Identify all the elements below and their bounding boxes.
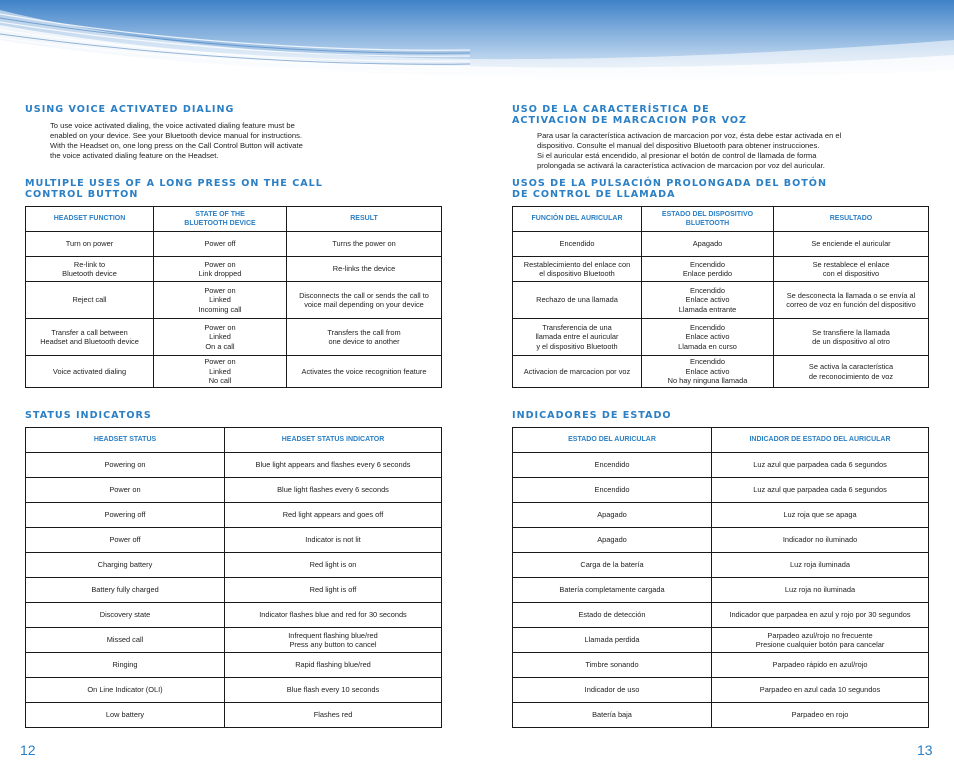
voice-dialing-heading xyxy=(512,104,747,126)
table-cell xyxy=(513,578,712,603)
table-cell xyxy=(712,653,929,678)
table-header-row xyxy=(26,428,442,453)
cell-text: Power on xyxy=(204,357,236,367)
table-cell xyxy=(26,628,225,653)
cell-text: Re-links the device xyxy=(332,264,396,274)
cell-text: Re-link to xyxy=(73,259,106,269)
cell-text: Missed call xyxy=(106,635,144,645)
cell-text: Voice activated dialing xyxy=(52,366,127,376)
long-press-heading xyxy=(25,178,323,200)
cell-text: Red light is on xyxy=(309,560,357,570)
cell-text: voice mail depending on your device xyxy=(304,300,424,309)
cell-text: Ringing xyxy=(112,660,138,670)
cell-text: Batería completamente cargada xyxy=(559,585,665,595)
paragraph-line: dispositivo. Consulte el manual del dispositivo Bluetooth para obtener instrucciones. xyxy=(537,141,820,150)
table-row xyxy=(26,603,442,628)
cell-text: No call xyxy=(208,376,232,386)
cell-text: ESTADO DEL DISPOSITIVO xyxy=(661,210,754,218)
table-row xyxy=(26,319,442,356)
table-cell xyxy=(712,603,929,628)
table-cell xyxy=(287,282,442,319)
table-cell xyxy=(225,628,442,653)
cell-text: Transfers the call from xyxy=(327,327,401,337)
cell-text: correo de voz en función del dispositivo xyxy=(786,300,916,309)
table-cell xyxy=(513,257,642,282)
table-cell xyxy=(26,603,225,628)
cell-text: Se activa la característica xyxy=(808,362,894,372)
table-cell xyxy=(712,578,929,603)
table-cell xyxy=(154,232,287,257)
table-cell xyxy=(26,319,154,356)
cell-text: Blue flash every 10 seconds xyxy=(286,685,380,695)
table-cell xyxy=(712,553,929,578)
table-cell xyxy=(154,257,287,282)
table-cell xyxy=(26,503,225,528)
cell-text: Bluetooth device xyxy=(62,269,117,278)
cell-text: Timbre sonando xyxy=(585,660,639,670)
table-cell xyxy=(287,356,442,388)
cell-text: Encendido xyxy=(559,239,595,249)
cell-text: Activates the voice recognition feature xyxy=(301,366,427,376)
page-number: 13 xyxy=(917,742,933,758)
cell-text: Estado de detección xyxy=(578,610,646,620)
table-cell xyxy=(225,528,442,553)
cell-text: Transfer a call between xyxy=(51,327,128,337)
heading-line: USOS DE LA PULSACIÓN PROLONGADA DEL BOTÓN xyxy=(512,178,827,189)
paragraph-line: With the Headset on, one long press on the Call Control Button will activate xyxy=(50,141,303,150)
table-cell xyxy=(712,703,929,728)
table-cell xyxy=(225,678,442,703)
cell-text: Apagado xyxy=(692,239,723,249)
cell-text: Se enciende el auricular xyxy=(811,239,891,249)
cell-text: con el dispositivo xyxy=(822,269,880,278)
paragraph-line: enabled on your device. See your Bluetooth device manual for instructions. xyxy=(50,131,303,140)
cell-text: llamada entre el auricular xyxy=(535,332,619,342)
paragraph-line: the voice activated dialing feature on the Headset. xyxy=(50,151,219,160)
cell-text: Batería baja xyxy=(592,710,632,720)
cell-text: Turn on power xyxy=(65,239,114,249)
cell-text: Luz azul que parpadea cada 6 segundos xyxy=(753,485,887,495)
table-row xyxy=(513,453,929,478)
cell-text: Power off xyxy=(204,239,236,249)
table-header-row xyxy=(513,207,929,232)
column-header xyxy=(26,207,154,232)
status-indicators-heading: INDICADORES DE ESTADO xyxy=(512,410,672,421)
table-row xyxy=(513,653,929,678)
table-cell xyxy=(287,319,442,356)
cell-text: Luz roja no iluminada xyxy=(784,585,856,595)
table-header-row xyxy=(513,428,929,453)
table-cell xyxy=(513,628,712,653)
cell-text: Indicador de uso xyxy=(584,685,640,695)
cell-text: On Line Indicator (OLI) xyxy=(87,685,163,695)
cell-text: RESULTADO xyxy=(829,215,873,223)
cell-text: Flashes red xyxy=(313,710,353,720)
voice-dialing-heading: USING VOICE ACTIVATED DIALING xyxy=(25,104,235,115)
cell-text: Power on xyxy=(109,485,141,495)
status-table xyxy=(25,427,442,728)
table-row xyxy=(513,257,929,282)
cell-text: Low battery xyxy=(105,710,145,720)
table-row xyxy=(513,528,929,553)
cell-text: Parpadeo en rojo xyxy=(791,710,849,720)
table-header-row xyxy=(26,207,442,232)
table-cell xyxy=(154,282,287,319)
heading-line: USO DE LA CARACTERÍSTICA DE xyxy=(512,104,710,115)
table-cell xyxy=(225,553,442,578)
table-cell xyxy=(774,257,929,282)
voice-dialing-paragraph xyxy=(537,131,841,171)
heading-line: CONTROL BUTTON xyxy=(25,189,139,200)
table-row xyxy=(26,653,442,678)
cell-text: de reconocimiento de voz xyxy=(808,371,894,381)
cell-text: Power on xyxy=(204,322,236,332)
cell-text: Indicador que parpadea en azul y rojo por 30 segundos xyxy=(729,610,911,620)
cell-text: BLUETOOTH xyxy=(685,220,730,227)
table-cell xyxy=(712,628,929,653)
table-row xyxy=(513,356,929,388)
cell-text: Se restablece el enlace xyxy=(812,259,890,269)
table-cell xyxy=(154,319,287,356)
table-cell xyxy=(513,232,642,257)
cell-text: Headset and Bluetooth device xyxy=(40,337,139,346)
status-table xyxy=(512,427,929,728)
cell-text: HEADSET STATUS xyxy=(93,436,157,444)
paragraph-line: To use voice activated dialing, the voice activated dialing feature must be xyxy=(50,121,295,130)
cell-text: Rechazo de una llamada xyxy=(536,295,618,305)
table-cell xyxy=(712,528,929,553)
cell-text: Llamada en curso xyxy=(678,341,737,351)
voice-dialing-paragraph xyxy=(50,121,303,161)
table-cell xyxy=(513,653,712,678)
cell-text: Presione cualquier botón para cancelar xyxy=(755,640,885,649)
table-row xyxy=(513,319,929,356)
table-row xyxy=(26,553,442,578)
cell-text: Encendido xyxy=(690,259,725,269)
table-cell xyxy=(26,478,225,503)
cell-text: INDICADOR DE ESTADO DEL AURICULAR xyxy=(749,436,891,444)
cell-text: Linked xyxy=(209,366,231,376)
table-row xyxy=(513,282,929,319)
cell-text: Linked xyxy=(209,332,231,342)
cell-text: Incoming call xyxy=(198,304,242,314)
cell-text: Transferencia de una xyxy=(542,322,612,332)
cell-text: one device to another xyxy=(328,337,400,346)
table-row xyxy=(26,528,442,553)
table-cell xyxy=(26,703,225,728)
table-cell xyxy=(712,453,929,478)
column-header xyxy=(642,207,774,232)
cell-text: Llamada perdida xyxy=(584,635,640,645)
table-cell xyxy=(225,578,442,603)
paragraph-line: prolongada se activará la característica activacion de marcacion por voz del auricular. xyxy=(537,161,825,170)
table-cell xyxy=(774,356,929,388)
cell-text: Encendido xyxy=(690,322,725,332)
cell-text: Power off xyxy=(109,535,141,545)
table-cell xyxy=(642,356,774,388)
table-row xyxy=(26,478,442,503)
cell-text: Enlace activo xyxy=(685,295,730,305)
page-number: 12 xyxy=(20,742,36,758)
table-cell xyxy=(774,232,929,257)
table-cell xyxy=(225,603,442,628)
table-cell xyxy=(26,528,225,553)
cell-text: FUNCIÓN DEL AURICULAR xyxy=(531,215,623,223)
cell-text: Indicator is not lit xyxy=(305,535,361,545)
cell-text: Red light appears and goes off xyxy=(282,510,384,520)
table-cell xyxy=(26,257,154,282)
cell-text: Indicador no iluminado xyxy=(782,535,858,545)
cell-text: Red light is off xyxy=(309,585,357,595)
table-row xyxy=(513,703,929,728)
cell-text: Link dropped xyxy=(198,269,242,278)
table-row xyxy=(26,257,442,282)
table-cell xyxy=(225,453,442,478)
cell-text: Llamada entrante xyxy=(678,304,737,314)
table-cell xyxy=(712,503,929,528)
header-wave-banner xyxy=(0,0,954,90)
cell-text: Infrequent flashing blue/red xyxy=(288,630,378,640)
table-cell xyxy=(642,282,774,319)
table-cell xyxy=(642,257,774,282)
cell-text: el dispositivo Bluetooth xyxy=(539,269,615,278)
cell-text: HEADSET STATUS INDICATOR xyxy=(281,436,385,444)
cell-text: Activacion de marcacion por voz xyxy=(523,366,631,376)
cell-text: Apagado xyxy=(597,535,627,545)
table-cell xyxy=(513,453,712,478)
cell-text: Parpadeo rápido en azul/rojo xyxy=(772,660,868,670)
cell-text: Disconnects the call or sends the call to xyxy=(299,290,429,300)
heading-line: MULTIPLE USES OF A LONG PRESS ON THE CALL xyxy=(25,178,323,189)
heading-line: DE CONTROL DE LLAMADA xyxy=(512,189,676,200)
cell-text: Enlace activo xyxy=(685,332,730,342)
table-row xyxy=(26,503,442,528)
table-cell xyxy=(26,578,225,603)
column-header xyxy=(225,428,442,453)
table-cell xyxy=(513,528,712,553)
cell-text: Enlace activo xyxy=(685,366,730,376)
cell-text: Parpadeo en azul cada 10 segundos xyxy=(759,685,881,695)
table-row xyxy=(26,678,442,703)
table-cell xyxy=(26,232,154,257)
table-cell xyxy=(287,257,442,282)
cell-text: ESTADO DEL AURICULAR xyxy=(568,436,656,444)
cell-text: Encendido xyxy=(594,460,630,470)
cell-text: Press any button to cancel xyxy=(289,640,377,649)
table-cell xyxy=(513,678,712,703)
cell-text: Power on xyxy=(204,285,236,295)
cell-text: Encendido xyxy=(594,485,630,495)
cell-text: HEADSET FUNCTION xyxy=(53,215,126,223)
cell-text: Se transfiere la llamada xyxy=(812,327,890,337)
cell-text: de un dispositivo al otro xyxy=(812,337,890,346)
cell-text: Power on xyxy=(204,259,236,269)
table-cell xyxy=(225,478,442,503)
table-cell xyxy=(225,503,442,528)
column-header xyxy=(287,207,442,232)
cell-text: Powering on xyxy=(104,460,146,470)
column-header xyxy=(774,207,929,232)
table-cell xyxy=(513,503,712,528)
table-row xyxy=(513,678,929,703)
table-cell xyxy=(774,319,929,356)
cell-text: STATE OF THE xyxy=(195,210,245,218)
table-cell xyxy=(774,282,929,319)
table-cell xyxy=(26,356,154,388)
table-cell xyxy=(513,603,712,628)
column-header xyxy=(513,207,642,232)
cell-text: Luz roja que se apaga xyxy=(783,510,857,520)
cell-text: Linked xyxy=(209,295,231,305)
table-cell xyxy=(513,478,712,503)
table-cell xyxy=(513,282,642,319)
heading-line: ACTIVACION DE MARCACION POR VOZ xyxy=(512,115,748,126)
cell-text: Turns the power on xyxy=(332,239,396,249)
cell-text: RESULT xyxy=(350,215,378,223)
cell-text: Encendido xyxy=(690,357,725,367)
column-header xyxy=(26,428,225,453)
table-cell xyxy=(154,356,287,388)
table-cell xyxy=(513,553,712,578)
cell-text: Carga de la batería xyxy=(580,560,644,570)
table-cell xyxy=(642,232,774,257)
cell-text: Battery fully charged xyxy=(91,585,159,595)
cell-text: Discovery state xyxy=(99,610,151,620)
table-cell xyxy=(26,453,225,478)
table-row xyxy=(26,282,442,319)
cell-text: BLUETOOTH DEVICE xyxy=(184,220,256,227)
cell-text: Luz roja iluminada xyxy=(790,560,850,570)
table-row xyxy=(26,453,442,478)
table-cell xyxy=(225,653,442,678)
table-row xyxy=(26,578,442,603)
table-row xyxy=(26,356,442,388)
table-row xyxy=(513,578,929,603)
cell-text: y el dispositivo Bluetooth xyxy=(536,341,618,351)
cell-text: No hay ninguna llamada xyxy=(667,376,748,386)
table-row xyxy=(513,232,929,257)
cell-text: Powering off xyxy=(104,510,146,520)
cell-text: On a call xyxy=(205,341,235,351)
status-indicators-heading: STATUS INDICATORS xyxy=(25,410,152,421)
table-cell xyxy=(513,703,712,728)
long-press-table xyxy=(512,206,929,388)
table-row xyxy=(513,553,929,578)
cell-text: Apagado xyxy=(597,510,627,520)
table-row xyxy=(513,503,929,528)
long-press-heading xyxy=(512,178,827,200)
table-row xyxy=(26,703,442,728)
table-cell xyxy=(712,678,929,703)
column-header xyxy=(513,428,712,453)
cell-text: Luz azul que parpadea cada 6 segundos xyxy=(753,460,887,470)
table-cell xyxy=(26,553,225,578)
table-cell xyxy=(513,319,642,356)
long-press-table xyxy=(25,206,442,388)
paragraph-line: Si el auricular está encendido, al presionar el botón de control de llamada de forma xyxy=(537,151,817,160)
cell-text: Charging battery xyxy=(97,560,153,570)
column-header xyxy=(154,207,287,232)
table-row xyxy=(513,478,929,503)
table-row xyxy=(513,603,929,628)
table-cell xyxy=(225,703,442,728)
table-cell xyxy=(26,678,225,703)
cell-text: Enlace perdido xyxy=(682,269,733,278)
cell-text: Blue light flashes every 6 seconds xyxy=(277,485,389,495)
cell-text: Blue light appears and flashes every 6 seconds xyxy=(255,460,411,470)
table-row xyxy=(26,628,442,653)
cell-text: Reject call xyxy=(72,295,107,305)
table-cell xyxy=(287,232,442,257)
table-cell xyxy=(642,319,774,356)
table-row xyxy=(26,232,442,257)
table-cell xyxy=(513,356,642,388)
paragraph-line: Para usar la característica activacion de marcacion por voz, ésta debe estar activada en el xyxy=(537,131,842,140)
cell-text: Rapid flashing blue/red xyxy=(295,660,371,670)
table-cell xyxy=(712,478,929,503)
cell-text: Parpadeo azul/rojo no frecuente xyxy=(767,630,873,640)
cell-text: Encendido xyxy=(690,285,725,295)
cell-text: Se desconecta la llamada o se envía al xyxy=(786,290,916,300)
cell-text: Restablecimiento del enlace con xyxy=(523,259,631,269)
table-row xyxy=(513,628,929,653)
table-cell xyxy=(26,282,154,319)
column-header xyxy=(712,428,929,453)
cell-text: Indicator flashes blue and red for 30 seconds xyxy=(259,610,407,620)
table-cell xyxy=(26,653,225,678)
